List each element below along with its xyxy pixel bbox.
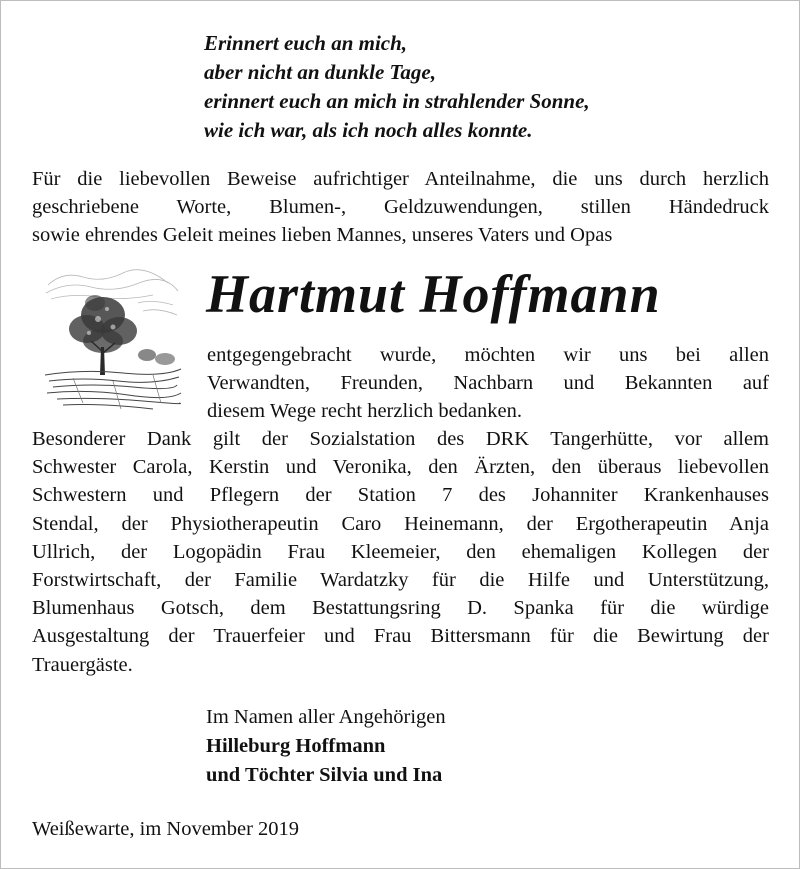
thanks-line: Ullrich, der Logopädin Frau Kleemeier, den ehemaligen Kollegen der — [32, 540, 769, 563]
side-line: Verwandten, Freunden, Nachbarn und Bekannten auf — [207, 372, 769, 394]
thanks-line: Besonderer Dank gilt der Sozialstation des DRK Tangerhütte, vor allem — [32, 428, 769, 450]
intro-line: sowie ehrendes Geleit meines lieben Mannes, unseres Vaters und Opas — [32, 224, 613, 246]
thanks-paragraph — [32, 425, 769, 679]
poem-line: aber nicht an dunkle Tage, — [204, 60, 437, 84]
tree-landscape-icon — [43, 263, 183, 413]
poem-line: wie ich war, als ich noch alles konnte. — [204, 118, 533, 142]
thanks-line: Schwester Carola, Kerstin und Veronika, den Ärzten, den überaus liebevollen — [32, 456, 769, 479]
signature-block — [206, 703, 446, 790]
thanks-line: Ausgestaltung der Trauerfeier und Frau Bittersmann für die Bewirtung der — [32, 625, 769, 648]
deceased-name: Hartmut Hoffmann — [206, 264, 661, 324]
thanks-line: Schwestern und Pflegern der Station 7 des Johanniter Krankenhauses — [32, 484, 769, 507]
thanks-line: Stendal, der Physiotherapeutin Caro Heinemann, der Ergotherapeutin Anja — [32, 512, 769, 535]
place-date: Weißewarte, im November 2019 — [32, 818, 300, 840]
intro-line: Für die liebevollen Beweise aufrichtiger Anteilnahme, die uns durch herzlich — [32, 168, 769, 190]
poem — [204, 29, 590, 145]
signature-family: und Töchter Silvia und Ina — [206, 764, 443, 786]
side-line: entgegengebracht wurde, möchten wir uns bei allen — [207, 344, 769, 366]
thanks-line: Blumenhaus Gotsch, dem Bestattungsring D. Spanka für die würdige — [32, 597, 769, 620]
signature-prefix: Im Namen aller Angehörigen — [206, 706, 446, 728]
poem-line: Erinnert euch an mich, — [204, 31, 408, 55]
intro-paragraph — [32, 165, 769, 249]
side-line: diesem Wege recht herzlich bedanken. — [207, 400, 523, 422]
intro-line: geschriebene Worte, Blumen-, Geldzuwendungen, stillen Händedruck — [32, 196, 769, 218]
side-paragraph — [207, 341, 769, 425]
signature-name: Hilleburg Hoffmann — [206, 735, 386, 757]
thanks-line: Trauergäste. — [32, 653, 133, 676]
thanks-line: Forstwirtschaft, der Familie Wardatzky für die Hilfe und Unterstützung, — [32, 569, 769, 592]
poem-line: erinnert euch an mich in strahlender Sonne, — [204, 89, 590, 113]
